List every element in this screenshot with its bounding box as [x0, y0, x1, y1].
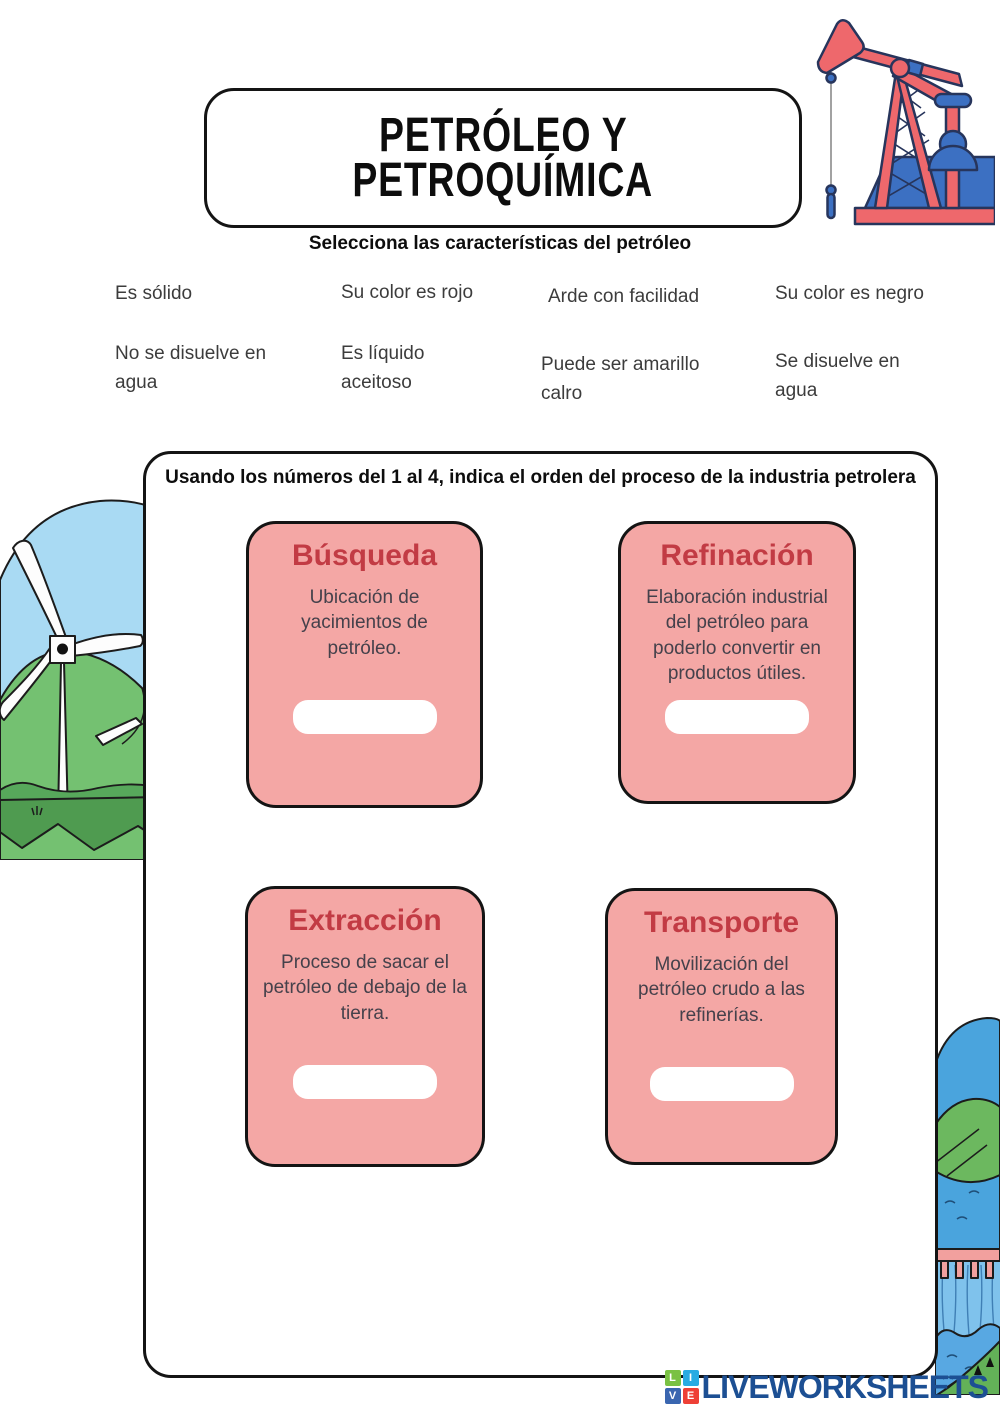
logo-square-e: E — [683, 1388, 699, 1404]
card-description: Ubicación de yacimientos de petróleo. — [301, 587, 428, 659]
page-title-line1: PETRÓLEO Y — [378, 108, 628, 162]
answer-input-extraccion[interactable] — [293, 1065, 437, 1099]
characteristic-option[interactable]: Se disuelve en agua — [775, 351, 900, 401]
logo-square-i: I — [683, 1370, 699, 1386]
card-description: Proceso de sacar el petróleo de debajo de la tierra. — [263, 952, 467, 1024]
characteristic-option[interactable]: Es líquido aceitoso — [341, 343, 425, 393]
ordering-instruction: Usando los números del 1 al 4, indica el orden del proceso de la industria petrolera — [165, 467, 916, 488]
characteristic-option[interactable]: Puede ser amarillo calro — [541, 354, 700, 404]
card-title: Búsqueda — [291, 539, 438, 572]
answer-input-transporte[interactable] — [650, 1067, 794, 1101]
card-extraccion — [245, 886, 485, 1167]
card-transporte — [605, 888, 838, 1165]
answer-input-busqueda[interactable] — [293, 700, 437, 734]
card-busqueda — [246, 521, 483, 808]
waterfall-dam-icon — [935, 1013, 1000, 1395]
liveworksheets-logo[interactable] — [665, 1370, 988, 1404]
page-title-line2: PETROQUÍMICA — [352, 154, 654, 207]
logo-text: LIVEWORKSHEETS — [701, 1369, 988, 1405]
characteristic-option[interactable]: No se disuelve en agua — [115, 343, 267, 393]
oil-pumpjack-icon — [805, 12, 995, 227]
card-title: Transporte — [643, 906, 800, 939]
characteristic-option[interactable]: Su color es negro — [775, 283, 924, 304]
logo-square-l: L — [665, 1370, 681, 1386]
card-description: Elaboración industrial del petróleo para poderlo convertir en productos útiles. — [646, 587, 828, 684]
logo-square-v: V — [665, 1388, 681, 1404]
card-description: Movilización del petróleo crudo a las refinerías. — [638, 954, 805, 1026]
characteristic-option[interactable]: Su color es rojo — [341, 282, 474, 303]
card-title: Extracción — [288, 904, 442, 937]
ordering-section — [143, 451, 938, 1378]
logo-squares-icon — [665, 1370, 699, 1404]
characteristic-option[interactable]: Es sólido — [115, 283, 193, 304]
title-box — [204, 88, 802, 228]
section-subtitle: Selecciona las características del petróleo — [308, 233, 692, 254]
card-refinacion — [618, 521, 856, 804]
characteristic-option[interactable]: Arde con facilidad — [548, 286, 700, 307]
answer-input-refinacion[interactable] — [665, 700, 809, 734]
card-title: Refinación — [660, 539, 814, 572]
